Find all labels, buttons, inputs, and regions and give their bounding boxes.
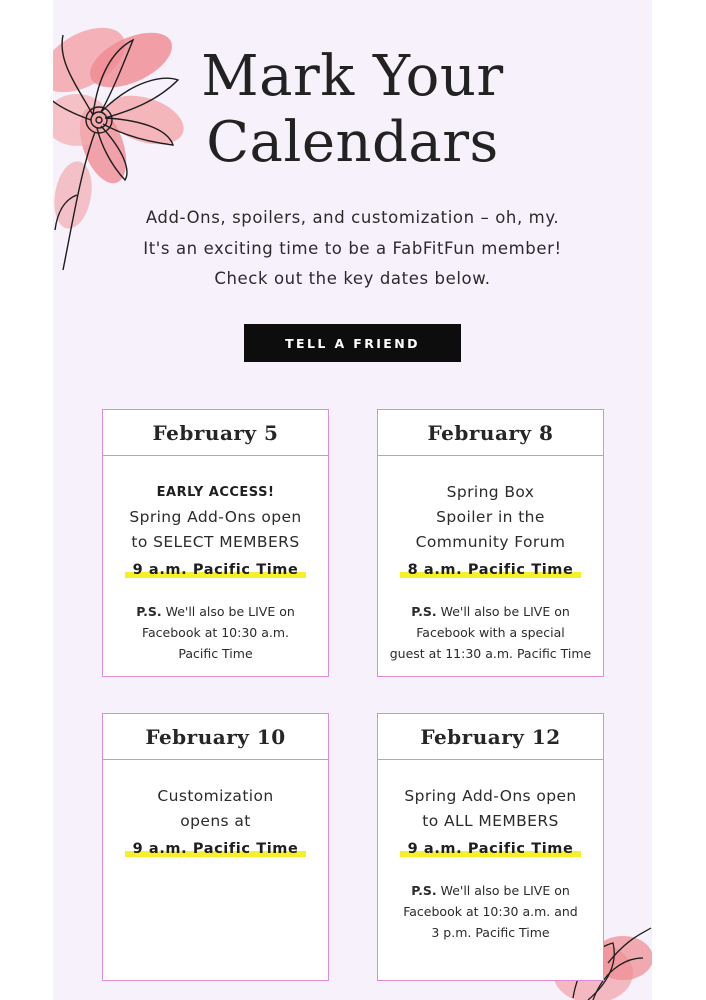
card-line: to ALL MEMBERS bbox=[422, 812, 559, 830]
card-date: February 10 bbox=[103, 714, 328, 760]
intro-line-3: Check out the key dates below. bbox=[214, 269, 491, 288]
ps-note bbox=[378, 601, 603, 664]
card-line: Spring Add-Ons open bbox=[129, 508, 302, 526]
ps-line: Facebook at 10:30 a.m. and bbox=[403, 904, 578, 919]
card-line: opens at bbox=[180, 812, 251, 830]
page-title bbox=[53, 44, 652, 176]
email-panel bbox=[53, 0, 652, 1000]
card-body bbox=[103, 760, 328, 861]
ps-note bbox=[103, 601, 328, 664]
intro-line-2: It's an exciting time to be a FabFitFun member! bbox=[143, 238, 562, 258]
ps-prefix: P.S. bbox=[411, 604, 437, 619]
ps-line: We'll also be LIVE on bbox=[440, 883, 570, 898]
title-line-1: Mark Your bbox=[201, 44, 504, 109]
ps-note bbox=[378, 880, 603, 943]
ps-line: Pacific Time bbox=[178, 646, 253, 661]
card-line: Community Forum bbox=[415, 533, 566, 551]
card-body bbox=[378, 456, 603, 664]
highlighted-time: 8 a.m. Pacific Time bbox=[400, 558, 582, 582]
date-card-february-10 bbox=[102, 713, 329, 981]
card-date: February 12 bbox=[378, 714, 603, 760]
date-card-february-8 bbox=[377, 409, 604, 677]
card-body bbox=[103, 456, 328, 664]
intro-line-1: Add-Ons, spoilers, and customization – oh, my. bbox=[145, 208, 560, 227]
card-date: February 8 bbox=[378, 410, 603, 456]
ps-line: We'll also be LIVE on bbox=[440, 604, 570, 619]
ps-line: 3 p.m. Pacific Time bbox=[431, 925, 550, 940]
card-line: Customization bbox=[157, 787, 274, 805]
intro-text bbox=[53, 203, 652, 295]
early-access-label: EARLY ACCESS! bbox=[156, 485, 275, 500]
date-card-february-12 bbox=[377, 713, 604, 981]
card-date: February 5 bbox=[103, 410, 328, 456]
title-line-2: Calendars bbox=[206, 110, 499, 175]
ps-line: guest at 11:30 a.m. Pacific Time bbox=[389, 646, 592, 661]
card-line: Spring Box bbox=[446, 483, 535, 501]
card-body bbox=[378, 760, 603, 943]
card-line: Spring Add-Ons open bbox=[404, 787, 577, 805]
ps-prefix: P.S. bbox=[411, 883, 437, 898]
ps-line: We'll also be LIVE on bbox=[165, 604, 295, 619]
ps-line: Facebook at 10:30 a.m. bbox=[141, 625, 290, 640]
highlighted-time: 9 a.m. Pacific Time bbox=[400, 837, 582, 861]
card-line: Spoiler in the bbox=[436, 508, 545, 526]
ps-line: Facebook with a special bbox=[416, 625, 565, 640]
card-line: to SELECT MEMBERS bbox=[131, 533, 300, 551]
highlighted-time: 9 a.m. Pacific Time bbox=[125, 837, 307, 861]
date-card-february-5 bbox=[102, 409, 329, 677]
highlighted-time: 9 a.m. Pacific Time bbox=[125, 558, 307, 582]
ps-prefix: P.S. bbox=[136, 604, 162, 619]
tell-a-friend-button[interactable]: TELL A FRIEND bbox=[244, 324, 461, 362]
